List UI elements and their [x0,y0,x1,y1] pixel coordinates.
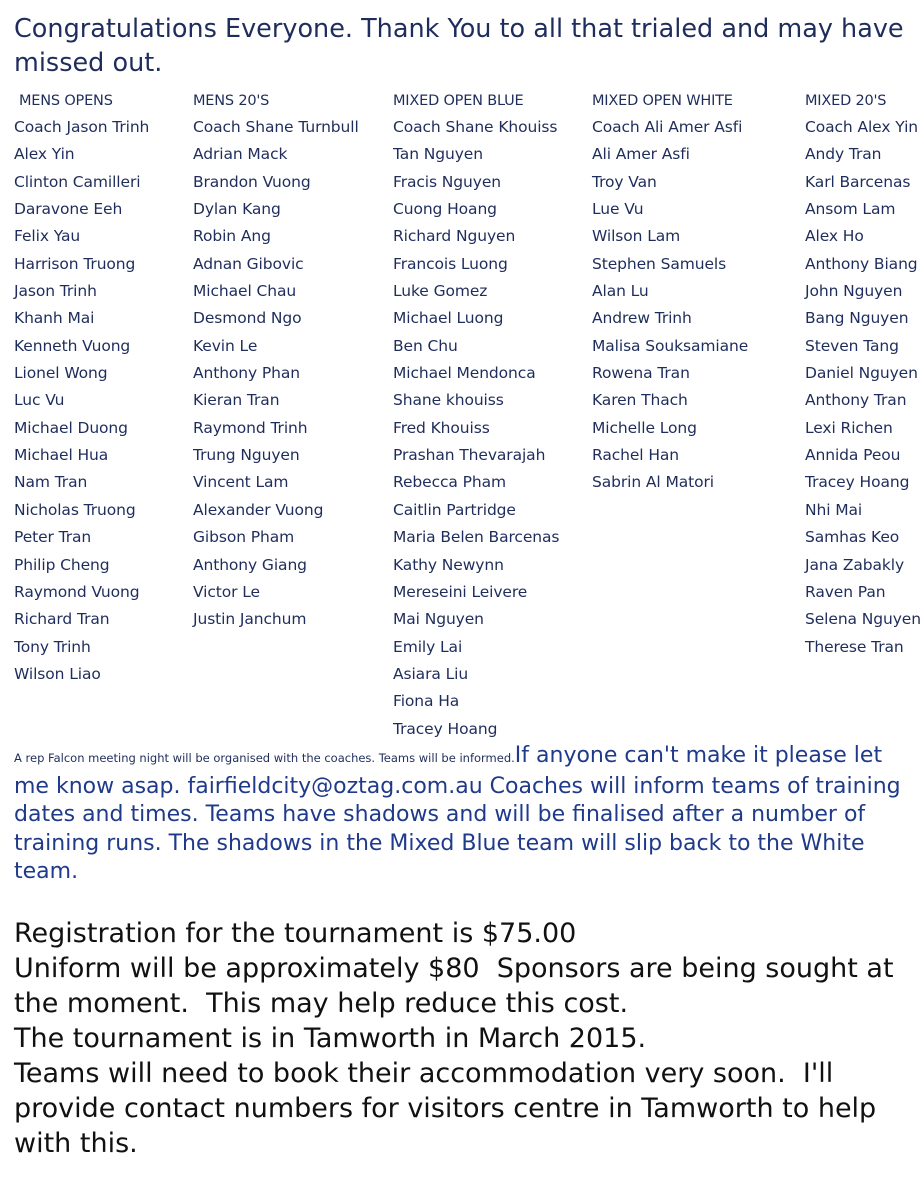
location-line: The tournament is in Tamworth in March 2015. [14,1023,647,1054]
registration-line: Registration for the tournament is $75.00 [14,918,577,949]
team-member: Philip Cheng [14,555,110,574]
team-member: Asiara Liu [393,664,469,683]
team-member: Tony Trinh [14,637,91,656]
team-member: Desmond Ngo [193,309,302,328]
team-member: Kathy Newynn [393,555,504,574]
team-member: Karen Thach [592,391,688,410]
team-member: Michelle Long [592,418,697,437]
team-title: MENS 20'S [193,93,270,109]
team-member: Ansom Lam [805,200,896,219]
team-member: Tan Nguyen [393,145,483,164]
team-member: Wilson Lam [592,227,681,246]
team-member: Harrison Truong [14,254,136,273]
team-member: Kieran Tran [193,391,280,410]
tournament-details [14,916,919,1161]
team-member: Dylan Kang [193,200,281,219]
team-member: Andy Tran [805,145,882,164]
team-member: Michael Duong [14,418,128,437]
team-member: Coach Ali Amer Asfi [592,118,743,136]
team-member: Khanh Mai [14,309,95,328]
team-title: MIXED OPEN BLUE [393,93,524,109]
team-member: Caitlin Partridge [393,500,516,519]
notice-paragraph [14,742,914,887]
team-column-mens-20s [193,90,359,634]
team-member: Alex Yin [14,145,75,164]
team-member: Francois Luong [393,254,508,273]
team-member: Alexander Vuong [193,500,324,519]
team-member: Coach Shane Turnbull [193,118,359,136]
team-column-mixed-open-blue [393,90,559,743]
team-member: Justin Janchum [193,610,307,629]
team-member-list [14,114,149,688]
team-member: Peter Tran [14,528,92,547]
team-member: Brandon Vuong [193,172,311,191]
team-member: Michael Luong [393,309,504,328]
team-member: Annida Peou [805,446,901,465]
team-member: Coach Jason Trinh [14,118,150,136]
team-member: Daniel Nguyen [805,364,918,383]
team-member: Nicholas Truong [14,500,136,519]
team-member: Daravone Eeh [14,200,123,219]
team-member: Nam Tran [14,473,88,492]
uniform-line: Uniform will be approximately $80 Sponsors are being sought at the moment. This may help reduce this cost. [14,953,903,1019]
team-title: MENS OPENS [19,93,113,109]
team-member: Lue Vu [592,200,644,219]
team-member: Felix Yau [14,227,81,246]
team-member: Bang Nguyen [805,309,909,328]
team-member: Karl Barcenas [805,172,911,191]
team-member: Anthony Giang [193,555,307,574]
team-member: Alan Lu [592,282,649,301]
team-member: Fiona Ha [393,692,460,711]
team-member: Richard Tran [14,610,110,629]
team-member: Coach Shane Khouiss [393,118,558,136]
team-member: Jason Trinh [14,282,97,301]
team-member: Stephen Samuels [592,254,727,273]
notice-large-text: If anyone can't make it please let me know asap. fairfieldcity@oztag.com.au Coaches will inform teams of training dates and times. Teams have shadows and will be finalised after a number of training runs. The shadows in the Mixed Blue team will slip back to the White team. [14,743,901,884]
team-member: Wilson Liao [14,664,101,683]
notice-small-text: A rep Falcon meeting night will be organised with the coaches. Teams will be informed. [14,751,515,765]
team-member: Ben Chu [393,336,458,355]
team-member: Adnan Gibovic [193,254,304,273]
team-member: Therese Tran [805,637,904,656]
page-heading: Congratulations Everyone. Thank You to all that trialed and may have missed out. [14,14,904,78]
team-member: Cuong Hoang [393,200,497,219]
team-member: Troy Van [592,172,657,191]
team-member: Vincent Lam [193,473,289,492]
team-member: Alex Ho [805,227,864,246]
team-member: Mai Nguyen [393,610,484,629]
team-title: MIXED 20'S [805,93,887,109]
team-member: Coach Alex Yin [805,118,918,136]
team-member: Michael Mendonca [393,364,536,383]
team-member: Maria Belen Barcenas [393,528,560,547]
team-member: Tracey Hoang [393,719,498,738]
team-member: Michael Hua [14,446,109,465]
team-member: Shane khouiss [393,391,504,410]
accommodation-line: Teams will need to book their accommodation very soon. I'll provide contact numbers for visitors centre in Tamworth to help with this. [14,1058,885,1159]
team-member: Robin Ang [193,227,271,246]
team-member: Tracey Hoang [805,473,910,492]
team-member: Rachel Han [592,446,680,465]
team-member: Raymond Vuong [14,582,140,601]
team-member: Steven Tang [805,336,899,355]
team-member: Samhas Keo [805,528,900,547]
team-member: Gibson Pham [193,528,295,547]
team-column-mixed-open-white [592,90,748,497]
team-member: Prashan Thevarajah [393,446,546,465]
team-member: Mereseini Leivere [393,582,528,601]
team-member: Rebecca Pham [393,473,507,492]
team-member: Luke Gomez [393,282,488,301]
team-member: Kevin Le [193,336,258,355]
team-member: Jana Zabakly [805,555,905,574]
team-member: Kenneth Vuong [14,336,131,355]
team-member: Lionel Wong [14,364,108,383]
team-member: Fred Khouiss [393,418,490,437]
team-member: Trung Nguyen [193,446,300,465]
team-member: Victor Le [193,582,260,601]
team-member: Sabrin Al Matori [592,473,714,492]
team-member-list [592,114,748,497]
team-member: Andrew Trinh [592,309,692,328]
team-member: Emily Lai [393,637,463,656]
team-member: Selena Nguyen [805,610,921,629]
team-member: John Nguyen [805,282,903,301]
team-member-list [193,114,359,634]
team-member: Adrian Mack [193,145,288,164]
team-member: Michael Chau [193,282,297,301]
team-member: Raven Pan [805,582,886,601]
team-member: Lexi Richen [805,418,893,437]
team-member: Ali Amer Asfi [592,145,690,164]
team-member: Nhi Mai [805,500,863,519]
team-member-list [805,114,921,661]
team-member: Anthony Tran [805,391,907,410]
team-column-mixed-20s [805,90,921,661]
team-column-mens-opens [14,90,149,688]
team-member: Luc Vu [14,391,65,410]
team-member: Anthony Phan [193,364,301,383]
team-member-list [393,114,559,743]
team-member: Malisa Souksamiane [592,336,749,355]
team-member: Richard Nguyen [393,227,516,246]
team-member: Anthony Biang [805,254,918,273]
team-member: Fracis Nguyen [393,172,501,191]
team-member: Clinton Camilleri [14,172,141,191]
team-member: Rowena Tran [592,364,690,383]
team-member: Raymond Trinh [193,418,308,437]
team-title: MIXED OPEN WHITE [592,93,733,109]
